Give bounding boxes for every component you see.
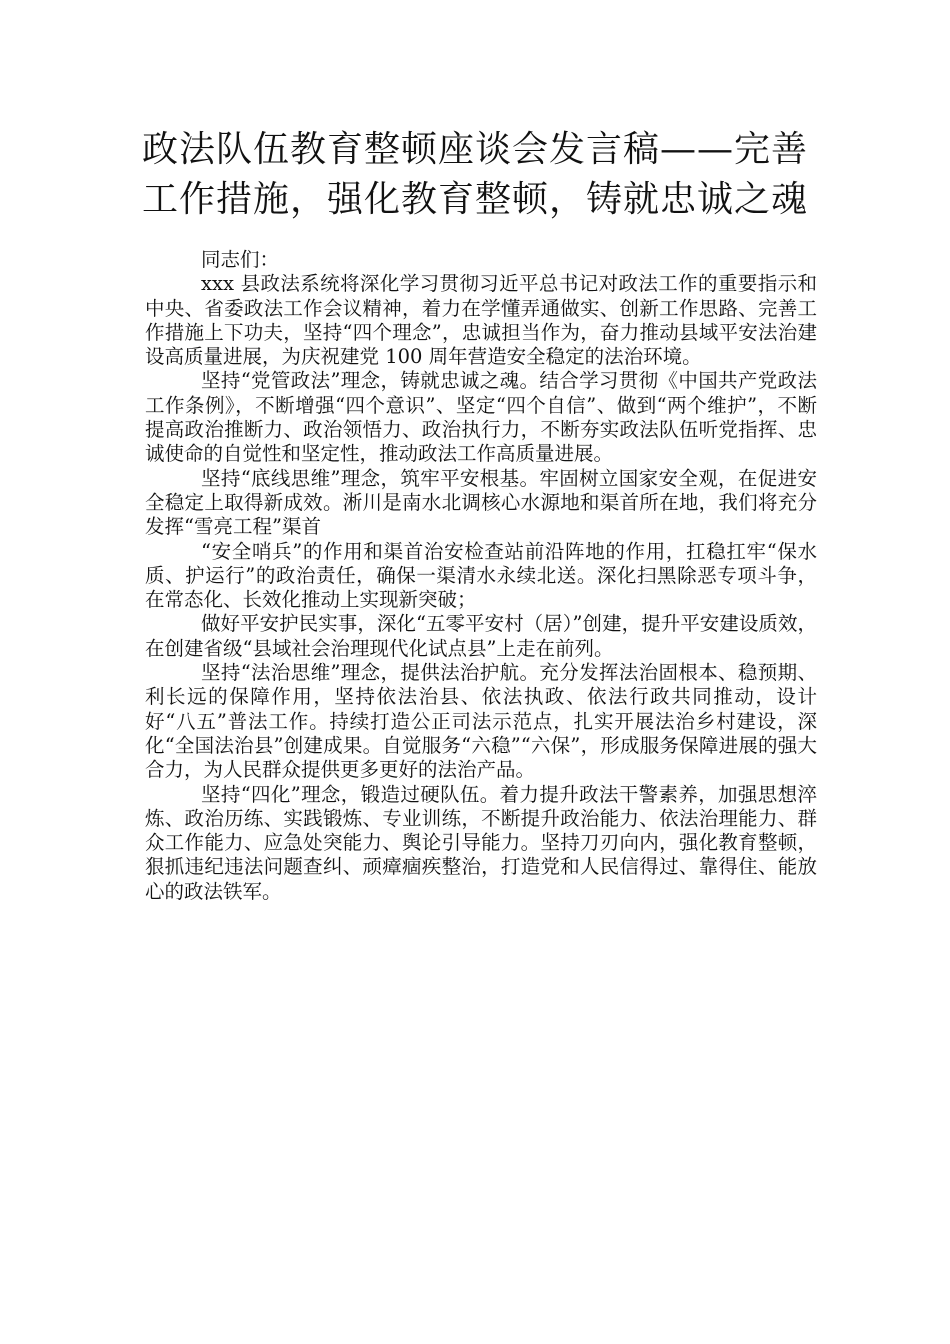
document-title <box>130 125 820 225</box>
title-line-2: 工作措施，强化教育整顿，铸就忠诚之魂 <box>141 179 808 220</box>
paragraph-public-safety: 做好平安护民实事，深化“五零平安村（居）”创建，提升平安建设质效，在创建省级“县域社会治理现代化试点县”上走在前列。 <box>145 612 817 660</box>
paragraph-bottom-line: 坚持“底线思维”理念，筑牢平安根基。牢固树立国家安全观，在促进安全稳定上取得新成效。淅川是南水北调核心水源地和渠首所在地，我们将充分发挥“雪亮工程”渠首 <box>145 466 817 539</box>
paragraph-safety-sentinel: “安全哨兵”的作用和渠首治安检查站前沿阵地的作用，扛稳扛牢“保水质、护运行”的政治责任，确保一渠清水永续北送。深化扫黑除恶专项斗争，在常态化、长效化推动上实现新突破； <box>145 539 817 612</box>
document-body <box>145 248 817 904</box>
paragraph-intro: xxx 县政法系统将深化学习贯彻习近平总书记对政法工作的重要指示和中央、省委政法工作会议精神，着力在学懂弄通做实、创新工作思路、完善工作措施上下功夫，坚持“四个理念”，忠诚担当作为，奋力推动县域平安法治建设高质量进展，为庆祝建党 100 周年营造安全稳定的法治环境。 <box>145 272 817 369</box>
title-line-1: 政法队伍教育整顿座谈会发言稿——完善 <box>141 129 808 170</box>
paragraph-team-building: 坚持“四化”理念，锻造过硬队伍。着力提升政法干警素养，加强思想淬炼、政治历练、实践锻炼、专业训练，不断提升政治能力、依法治理能力、群众工作能力、应急处突能力、舆论引导能力。坚持刀刃向内，强化教育整顿，狠抓违纪违法问题查纠、顽瘴痼疾整治，打造党和人民信得过、靠得住、能放心的政法铁军。 <box>145 782 817 903</box>
paragraph-party-leadership: 坚持“党管政法”理念，铸就忠诚之魂。结合学习贯彻《中国共产党政法工作条例》，不断增强“四个意识”、坚定“四个自信”、做到“两个维护”，不断提高政治推断力、政治领悟力、政治执行力，不断夯实政法队伍听党指挥、忠诚使命的自觉性和坚定性，推动政法工作高质量进展。 <box>145 369 817 466</box>
salutation: 同志们： <box>201 248 280 271</box>
paragraph-rule-of-law: 坚持“法治思维”理念，提供法治护航。充分发挥法治固根本、稳预期、利长远的保障作用，坚持依法治县、依法执政、依法行政共同推动，设计好“八五”普法工作。持续打造公正司法示范点，扎实开展法治乡村建设，深化“全国法治县”创建成果。自觉服务“六稳”“六保”，形成服务保障进展的强大合力，为人民群众提供更多更好的法治产品。 <box>145 661 817 782</box>
